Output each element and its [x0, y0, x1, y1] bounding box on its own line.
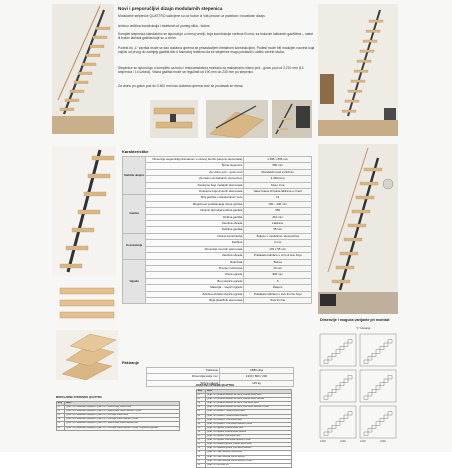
- table-cell: QUATTRO dodatno gazište, crna bukva lakirana: [206, 447, 292, 451]
- table-cell: QUATTRO Modularne stepenice QUATTRO, srebrna boja, bukva lakirana u crnoh: [65, 410, 180, 414]
- dimension-step: [388, 412, 392, 415]
- dimension-step: [380, 346, 384, 349]
- dimension-step: [344, 343, 348, 346]
- spec-label: Debljina: [146, 240, 244, 246]
- dimension-frame: [360, 334, 396, 366]
- spec-label: Dubina gazišta: [146, 214, 244, 220]
- spec-label: Debljina gazišta: [146, 227, 244, 233]
- dimension-step: [372, 425, 376, 428]
- spec-value: 900 mm: [244, 272, 312, 278]
- table-cell: 04: [57, 418, 65, 422]
- dimension-step: [340, 418, 344, 421]
- table-cell: QUATTRO podest L, srebrna bukva natur: [206, 410, 292, 414]
- table-cell: QUATTRO Modularne stepenice QUATTRO, srebrna boja, bukva lakirana sive: [65, 422, 180, 426]
- spec-value: Siva ili crna: [244, 297, 312, 303]
- extras-table: [196, 389, 292, 468]
- hero-photo-left: [52, 4, 114, 134]
- table-cell: QUATTRO dodatno gazište, srebrna bukva natur: [206, 443, 292, 447]
- wood-treads-illustration: [56, 330, 118, 380]
- spec-label: Dimenzije osnovih elemenata: [146, 246, 244, 252]
- dimension-step: [364, 360, 368, 363]
- table-cell: QUATTRO zidni rukohvat, bukva lakirana u crnoh: [206, 459, 292, 463]
- dimension-step: [388, 340, 392, 343]
- spec-label: Za visinu pod – gotov pod: [146, 169, 244, 175]
- dimension-label: 2100: [360, 440, 366, 443]
- spec-value: Bukva: [244, 259, 312, 265]
- dimension-step: [328, 357, 332, 360]
- spec-value: 3.440(mm): [244, 176, 312, 182]
- table-cell: QUATTRO zidni rukohvat, bukva natur: [206, 451, 292, 455]
- stair-photo-dark: [52, 146, 116, 276]
- dimensions-drawings: [318, 332, 400, 444]
- spec-value: 650: [244, 208, 312, 214]
- table-cell: 03: [57, 414, 65, 418]
- table-cell: 06: [57, 426, 65, 430]
- dimension-label: 1600: [320, 440, 326, 443]
- intro-paragraph: Modularne stepenice QUATTRO sačinjene su od bukve iz Vaš prostor uz poseban i inovativan dizajn.: [118, 14, 266, 18]
- spec-value: 6: [244, 278, 312, 284]
- table-header-cell: Naziv: [206, 390, 292, 394]
- dimensions-subtitle: "L" kretanje: [356, 326, 371, 330]
- dimension-step: [344, 379, 348, 382]
- dimension-step: [376, 422, 380, 425]
- table-cell: 05: [57, 422, 65, 426]
- spec-label: Završna obrada: [146, 221, 244, 227]
- dimension-step: [324, 360, 328, 363]
- spec-group-label: Gazišta: [123, 195, 146, 233]
- table-header-cell: Broj: [197, 390, 206, 394]
- dimension-step: [384, 343, 388, 346]
- dimension-step: [336, 350, 340, 353]
- packaging-value: CBB kutije: [220, 368, 294, 374]
- table-header-cell: Naziv: [65, 402, 180, 406]
- dimension-frame: [320, 370, 356, 402]
- dimension-step: [328, 429, 332, 432]
- packaging-label: Dimenzija kutije mm: [147, 374, 220, 380]
- dimensions-title: Dimenzije i moguća varijante pri montaži: [320, 318, 390, 322]
- spec-label: Boja plastičnih elemenata: [146, 297, 244, 303]
- dimension-step: [344, 415, 348, 418]
- table-cell: QUATTRO podest L, crna bukva lakirana u crnoh: [206, 422, 292, 426]
- table-cell: 15: [197, 451, 206, 455]
- table-cell: 14: [197, 447, 206, 451]
- page-title: Novi i preporučljivi dizajn modularnih stepenica: [118, 6, 223, 11]
- intro-paragraph: Podest do „L“ završta može se kao dodatna oprema se prisastavljem metalnom konstrukcijom. Podest može biti moduljen nacrtna koja najvisi od prvog do zadnjeg gazišta bilo u kakvoboj relativno da se stepenice mogu postaviti u obliku sevele skoka.: [118, 46, 315, 55]
- spec-group-label: Konstrukcija: [123, 233, 146, 259]
- table-cell: 17: [197, 459, 206, 463]
- spec-group-label: Stubište ukupno: [123, 157, 146, 195]
- intro-paragraph: Stepenice se isporučuju u kompletu sa boču i tekucamskeima montaža za maksimalnu visinu pod - gotov pod od 2,210 mm (13 stepenica / 14 uzlona). Visina gazišta može se regulirati od 190 mm do 230 mm po stepenici.: [118, 66, 304, 75]
- table-cell: QUATTRO zidni rukohvat, bukva lakirana: [206, 455, 292, 459]
- dimension-step: [388, 376, 392, 379]
- dimension-step: [372, 353, 376, 356]
- table-cell: QUATTRO ograda, crna bukva lakirana u crnoh: [206, 439, 292, 443]
- table-row: [57, 426, 180, 430]
- modules-illustration: [56, 282, 118, 328]
- stair-photo-modules: [56, 282, 118, 328]
- table-cell: QUATTRO Modularne stepenice QUATTRO, crna boja, bukva lakirana u crnoh, sa bočnom ogradom: [65, 426, 180, 430]
- table-header-cell: Broj: [57, 402, 65, 406]
- dimension-step: [336, 422, 340, 425]
- spec-group-label: Ograda: [123, 259, 146, 304]
- spec-value: Lakirano: [244, 221, 312, 227]
- room-illustration: [272, 100, 312, 138]
- dimension-step: [340, 382, 344, 385]
- hero-photo-right: [318, 4, 398, 136]
- dimension-step: [376, 386, 380, 389]
- dimension-step: [332, 353, 336, 356]
- spec-value: 103 x 55 mm: [244, 246, 312, 252]
- detail-photo-tread: [150, 100, 198, 138]
- table-cell: 18: [197, 463, 206, 467]
- spec-value: 13: [244, 195, 312, 201]
- dimension-frame: [320, 334, 356, 366]
- table-cell: 13: [197, 443, 206, 447]
- dimension-step: [348, 340, 352, 343]
- intro-paragraph: Za visinu po-gotov pod do 3.460 mm kao dodatna oprema mož se prodavati se visina.: [118, 84, 244, 88]
- spec-table: [122, 156, 312, 304]
- dimension-step: [368, 357, 372, 360]
- dimension-step: [380, 382, 384, 385]
- landing-illustration: [206, 100, 268, 138]
- table-cell: 10: [197, 430, 206, 434]
- table-cell: 08: [197, 422, 206, 426]
- dimension-step: [364, 432, 368, 435]
- dimension-step: [384, 379, 388, 382]
- spec-title: Karakteristike: [122, 149, 149, 154]
- dimension-step: [336, 386, 340, 389]
- stair-illustration: [52, 4, 114, 134]
- spec-label: Ukupni/ dozvoljena širina gazišta: [146, 208, 244, 214]
- spec-label: Dostupne boje drvenih elemenata: [146, 189, 244, 195]
- table-cell: 04: [197, 406, 206, 410]
- packaging-title: Pakiranje: [122, 361, 139, 365]
- table-cell: 02: [57, 410, 65, 414]
- table-cell: QUATTRO podest L, crna bukva natur: [206, 418, 292, 422]
- intro-paragraph: Komplet stepenica standardno se isporučuju u nemoj verziji, boja konstrukcije srebrna ili crna, sa bukovim lakiranim gazištima – naturi ili bukov lakirani gazišta koje su u crnim.: [118, 32, 314, 41]
- dimension-step: [324, 396, 328, 399]
- spec-value: Siva i crna: [244, 182, 312, 188]
- table-cell: QUATTRO pričvrsni set: [206, 463, 292, 467]
- stair-illustration: [318, 4, 398, 136]
- detail-photo-room: [272, 100, 312, 138]
- dimension-step: [368, 429, 372, 432]
- detail-photo-landing: [206, 100, 268, 138]
- spec-value: 35 mm: [244, 227, 312, 233]
- spec-value: Natur bukva ili bukva lakirana u crnoh: [244, 189, 312, 195]
- dimension-step: [332, 389, 336, 392]
- table-cell: QUATTRO produžni element za visinu, srebrna bukva natur: [206, 394, 292, 398]
- table-cell: QUATTRO produžni element za visinu, crna bukva lakirana u crnoh: [206, 406, 292, 410]
- dimension-frame: [360, 370, 396, 402]
- spec-label: Za visinu sa dodatnim elementom: [146, 176, 244, 182]
- table-cell: QUATTRO ograda, srebrna bukva lakirana: [206, 430, 292, 434]
- table-cell: 01: [57, 406, 65, 410]
- dimension-step: [348, 412, 352, 415]
- table-cell: QUATTRO Modularne stepenice QUATTRO, crna boja, bukva lakirana u crnoh: [65, 418, 180, 422]
- dimension-label: 2300: [380, 440, 386, 443]
- spec-label: Mogućnost podešavanja visine gazišta: [146, 201, 244, 207]
- models-table-title: MODULARNE STEPENICE QUATTRO: [56, 396, 102, 399]
- spec-value: Praškasto lakirano u sivu ili crnu boju: [244, 291, 312, 297]
- table-cell: QUATTRO Modularne stepenice QUATTRO, crna boja, bukva natur: [65, 414, 180, 418]
- table-cell: QUATTRO ograda, srebrna bukva natur: [206, 426, 292, 430]
- packaging-value: 145 kg: [220, 380, 294, 386]
- stair-illustration: [52, 146, 116, 276]
- table-cell: QUATTRO Modularne stepenice QUATTRO, srebrna boja, bukva natur: [65, 406, 180, 410]
- dimension-step: [372, 389, 376, 392]
- dimension-label: 2200: [340, 440, 346, 443]
- spec-row: [123, 297, 312, 303]
- spec-label: Dostupne boje metalnih elemenata: [146, 182, 244, 188]
- intro-paragraph: Izmirno veličina konstrukcija i mlativnal od pomeg slika - bukve.: [118, 24, 211, 28]
- spec-label: Dimenzije stepenica(minimalnom u otvoru) bombi (ukupno elemenata): [146, 157, 244, 163]
- table-cell: 11: [197, 435, 206, 439]
- spec-value: 1.695 x 655 mm: [244, 157, 312, 163]
- spec-value: 210 mm: [244, 214, 312, 220]
- table-cell: 16: [197, 455, 206, 459]
- table-cell: 07: [197, 418, 206, 422]
- spec-value: Praškasto lakirano u crno ili sivu boju: [244, 253, 312, 259]
- spec-label: Promjer rukohvata: [146, 265, 244, 271]
- spec-label: Rukohvat: [146, 259, 244, 265]
- spec-value: 3 mm: [244, 240, 312, 246]
- spec-label: Završna obrada stupića ograde: [146, 291, 244, 297]
- dimension-step: [376, 350, 380, 353]
- dimension-frame: [320, 406, 356, 438]
- spec-value: 40 mm: [244, 265, 312, 271]
- table-cell: 02: [197, 398, 206, 402]
- stair-photo-wood: [56, 330, 118, 380]
- table-cell: QUATTRO podest L, srebrna bukva lakirana: [206, 414, 292, 418]
- spec-value: Standardni pod 2,210mm: [244, 169, 312, 175]
- table-cell: 09: [197, 426, 206, 430]
- spec-label: Završna obrada: [146, 253, 244, 259]
- dimension-step: [384, 415, 388, 418]
- spec-label: Širina stepenice: [146, 163, 244, 169]
- table-cell: 01: [197, 394, 206, 398]
- spec-value: Željezo u modulima / elementima: [244, 233, 312, 239]
- table-cell: 05: [197, 410, 206, 414]
- tread-detail-illustration: [150, 100, 198, 138]
- spec-value: 650 mm: [244, 163, 312, 169]
- dimension-step: [348, 376, 352, 379]
- table-cell: QUATTRO produžni element za visinu, crna bukva natur: [206, 402, 292, 406]
- spec-value: Željezo: [244, 285, 312, 291]
- models-table: [56, 401, 180, 431]
- spec-label: Nosive konstrukcija: [146, 233, 244, 239]
- packaging-label: Težina paketa: [147, 380, 220, 386]
- dimension-step: [340, 346, 344, 349]
- dimension-step: [380, 418, 384, 421]
- spec-value: 190 – 230 mm: [244, 201, 312, 207]
- table-cell: 12: [197, 439, 206, 443]
- dimension-step: [328, 393, 332, 396]
- spec-label: Broj stupića ograde: [146, 278, 244, 284]
- spec-label: Broj gazišta u standardnom setu: [146, 195, 244, 201]
- dimension-step: [368, 393, 372, 396]
- table-cell: 03: [197, 402, 206, 406]
- spec-label: Visina ograde: [146, 272, 244, 278]
- stair-photo-living: [318, 144, 398, 314]
- spec-label: Materijal – stupići ograde: [146, 285, 244, 291]
- packaging-value: 1200 / 800 / 200: [220, 374, 294, 380]
- table-cell: QUATTRO produžni element za visinu, srebrna bukva lakirana: [206, 398, 292, 402]
- table-row: [197, 463, 292, 467]
- table-cell: 06: [197, 414, 206, 418]
- dimension-frame: [360, 406, 396, 438]
- table-cell: QUATTRO ograda, crna bukva natur: [206, 435, 292, 439]
- dimension-step: [332, 425, 336, 428]
- packaging-label: Pakiranje: [147, 368, 220, 374]
- dimension-step: [364, 396, 368, 399]
- dimension-step: [324, 432, 328, 435]
- extras-table-title: DODATNA OPREMA QUATTRO: [196, 384, 235, 387]
- stair-illustration: [318, 144, 398, 314]
